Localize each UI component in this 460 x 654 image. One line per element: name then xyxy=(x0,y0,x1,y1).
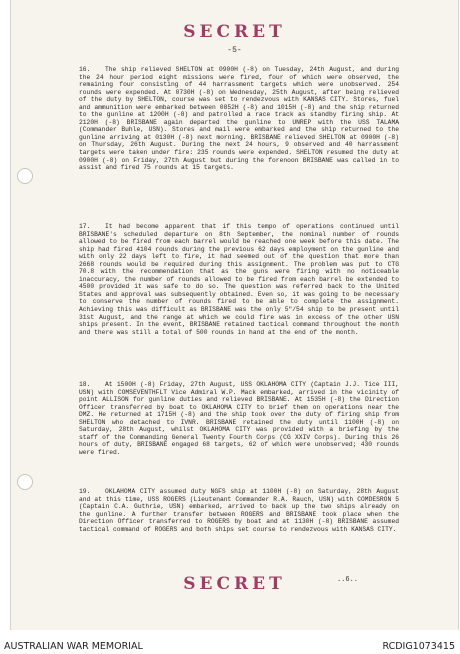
paragraph-text: It had become apparent that if this tempo of operations continued until BRISBANE's scheduled departure on 8th September, the nominal number of rounds allowed to be fired from each barrel would be reached one week before this date. The ship had fired 4104 rounds during the previous 62 days employment on the gunline and with only 22 days left to fire, it had seemed out of the question that more than 2668 rounds would be required during this assignment. The problem was put to CTG 70.8 with the recommendation that as the guns were firing with no noticeable inaccuracy, the number of rounds allowed to be fired from each barrel be extended to 4500 provided it was safe to do so. The question was referred back to the United States and approval was subsequently obtained. Even so, it was going to be necessary to conserve the number of rounds fired to be able to complete the assignment. Achieving this was difficult as BRISBANE was the only 5"/54 ship to be present until 31st August, and the range at which we could fire was in excess of the other USN ships present. In the event, BRISBANE retained tactical command throughout the month and there was still a total of 500 rounds in hand at the end of the month. xyxy=(79,223,399,336)
archive-name: AUSTRALIAN WAR MEMORIAL xyxy=(4,641,143,652)
paragraph-text: The ship relieved SHELTON at 0900H (-8) on Tuesday, 24th August, and during the 24 hour period eight missions were fired, four of which were observed, the remaining four consisting of 44 harrassment targets which were unobserved. 254 rounds were expended. At 0730H (-8) on Wednesday, 25th August, after being relieved of the duty by SHELTON, course was set to rendezvous with KANSAS CITY. Stores, fuel and ammunition were embarked between 0852H (-8) and 1015H (-8) and the ship returned to the gunline at 1200H (-8) and patrolled a race track as standby firing ship. At 2120H (-8) BRISBANE again departed the gunline to UNREP with the USS TALAMA (Commander Buhle, USN). Stores and mail were embarked and the ship returned to the gunline arriving at 0130H (-8) next morning. BRISBANE relieved SHELTON at 0900H (-8) on Thursday, 26th August. During the next 24 hours, 9 observed and 40 harrassment targets were taken under fire: 235 rounds were expended. SHELTON resumed the duty at 0900H (-8) on Friday, 27th August but during the forenoon BRISBANE was called in to assist and fired 75 rounds at 15 targets. xyxy=(79,66,399,172)
paragraph-16 xyxy=(79,66,399,172)
archive-id: RCDIG1073415 xyxy=(382,641,455,652)
paragraph-17 xyxy=(79,223,399,336)
document-page xyxy=(10,0,459,630)
paragraph-18 xyxy=(79,381,399,456)
archive-footer xyxy=(0,630,460,654)
paragraph-text: At 1500H (-8) Friday, 27th August, USS OKLAHOMA CITY (Captain J.J. Tice III, USN) with COMSEVENTHFLT Vice Admiral W.P. Mack embarked, arrived in the vicinity of point ALLISON for gunline duties and relieved BRISBANE. At 1535H (-8) the Direction Officer transferred by boat to OKLAHOMA CITY to brief them on operations near the DMZ. He returned at 1715H (-8) and the ship took over the duty of firing ship from SHELTON who detached to IVNR. BRISBANE retained the duty until 1100H (-8) on Saturday, 28th August, whilst OKLAHOMA CITY was provided with a briefing by the staff of the Commanding General Twenty Fourth Corps (CG XXIV Corps). During this 26 hours of duty, BRISBANE engaged 68 targets, 62 of which were unobserved; 430 rounds were fired. xyxy=(79,381,399,456)
paragraph-19 xyxy=(79,488,399,533)
paragraph-number: 17. xyxy=(79,223,91,230)
continuation-marker: ..6.. xyxy=(336,576,358,584)
punch-hole xyxy=(17,168,33,184)
paragraph-text: OKLAHOMA CITY assumed duty NGFS ship at 1100H (-8) on Saturday, 28th August and at this time, USS ROGERS (Lieutenant Commander R.A. Rauch, USN) with COMDESRON 5 (Captain C.A. Guthrie, USN) embarked, arrived to back up the two ships already on the gunline. A further transfer between ROGERS and BRISBANE took place when the Direction Officer transferred to ROGERS by boat and at 1130H (-8) BRISBANE assumed tactical command of ROGERS and both ships set course to rendezvous with KANSAS CITY. xyxy=(79,488,399,533)
page-number: -5- xyxy=(227,46,242,55)
classification-header: SECRET xyxy=(183,22,286,42)
paragraph-number: 18. xyxy=(79,381,91,388)
paragraph-number: 19. xyxy=(79,488,91,495)
paragraph-number: 16. xyxy=(79,66,91,73)
classification-footer: SECRET xyxy=(183,574,286,594)
punch-hole xyxy=(17,474,33,490)
